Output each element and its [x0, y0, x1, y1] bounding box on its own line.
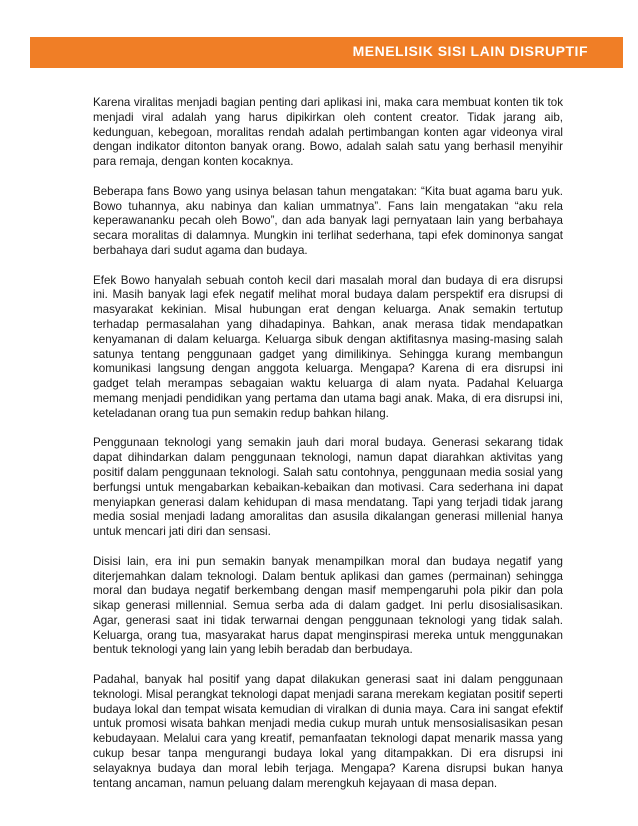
paragraph: Efek Bowo hanyalah sebuah contoh kecil dari masalah moral dan budaya di era disrupsi ini. Masih banyak lagi efek negatif melihat moral budaya dalam perspektif era disrupsi di masyarakat kekinian. Misal hubungan erat dengan keluarga. Anak semakin tertutup terhadap permasalahan yang dihadapinya. Bahkan, anak merasa tidak mendapatkan kenyamanan di dalam keluarga. Keluarga sibuk dengan aktifitasnya masing-masing salah satunya tentang penggunaan gadget yang dimilikinya. Sehingga kurang membangun komunikasi langsung dengan anggota keluarga. Mengapa? Karena di era disrupsi ini gadget telah merampas sebagaian waktu keluarga di alam nyata. Padahal Keluarga memang menjadi pendidikan yang pertama dan utama bagi anak. Maka, di era disrupsi ini, keteladanan orang tua pun semakin redup bahkan hilang.	[93, 273, 563, 420]
article-body	[93, 96, 563, 806]
paragraph: Penggunaan teknologi yang semakin jauh dari moral budaya. Generasi sekarang tidak dapat dihindarkan dalam penggunaan teknologi, namun dapat diarahkan aktivitas yang positif dalam penggunaan teknologi. Salah satu contohnya, penggunaan media sosial yang berfungsi untuk mengabarkan kebaikan-kebaikan dan motivasi. Cara sederhana ini dapat menyiapkan generasi dalam kehidupan di masa mendatang. Tapi yang terjadi tidak jarang media sosial menjadi ladang amoralitas dan asusila dikalangan generasi millenial hanya untuk mencari jati diri dan sensasi.	[93, 436, 563, 539]
paragraph: Karena viralitas menjadi bagian penting dari aplikasi ini, maka cara membuat konten tik tok menjadi viral adalah yang harus dipikirkan oleh content creator. Tidak jarang aib, kedunguan, kebegoan, moralitas rendah adalah pertimbangan konten agar videonya viral dengan indikator ditonton banyak orang. Bowo, adalah salah satu yang berhasil menyihir para remaja, dengan konten kocaknya.	[93, 96, 563, 169]
paragraph: Beberapa fans Bowo yang usinya belasan tahun mengatakan: “Kita buat agama baru yuk. Bowo tuhannya, aku nabinya dan kalian ummatnya”. Fans lain mengatakan “aku rela keperawananku pecah oleh Bowo”, dan ada banyak lagi pernyataan lain yang berbahaya secara moralitas di dalamnya. Mungkin ini terlihat sederhana, tapi efek dominonya sangat berbahaya dari sudut agama dan budaya.	[93, 184, 563, 257]
page-title: MENELISIK SISI LAIN DISRUPTIF	[352, 43, 588, 59]
paragraph: Padahal, banyak hal positif yang dapat dilakukan generasi saat ini dalam penggunaan teknologi. Misal perangkat teknologi dapat menjadi sarana merekam kegiatan positif seperti budaya lokal dan tempat wisata kemudian di viralkan di dunia maya. Cara ini sangat efektif untuk promosi wisata bahkan menjadi media cukup murah untuk mensosialisasikan pesan kebudayaan. Melalui cara yang kreatif, pemanfaatan teknologi dapat menarik massa yang cukup besar tanpa mengurangi budaya lokal yang ditampakkan. Di era disrupsi ini selayaknya budaya dan moral lebih terjaga. Mengapa? Karena disrupsi bukan hanya tentang ancaman, namun peluang dalam merengkuh kejayaan di masa depan.	[93, 673, 563, 790]
paragraph: Disisi lain, era ini pun semakin banyak menampilkan moral dan budaya negatif yang diterjemahkan dalam teknologi. Dalam bentuk aplikasi dan games (permainan) sehingga moral dan budaya negatif berkembang dengan masif mempengaruhi pola pikir dan pola sikap generasi millennial. Semua serba ada di dalam gadget. Ini perlu disosialisasikan. Agar, generasi saat ini tidak terwarnai dengan penggunaan teknologi yang tidak salah. Keluarga, orang tua, masyarakat harus dapat menginspirasi mereka untuk menggunakan bentuk teknologi yang lain yang lebih beradab dan berbudaya.	[93, 554, 563, 657]
header-bar	[30, 37, 623, 68]
